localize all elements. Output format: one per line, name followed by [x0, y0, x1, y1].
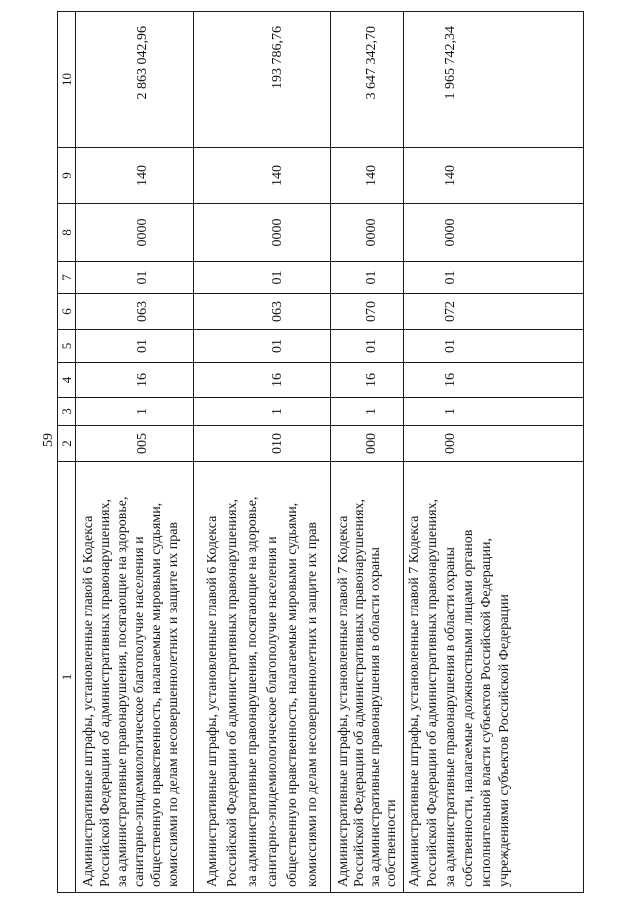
description-line: комиссиями по делам несовершеннолетних и защите их прав	[166, 521, 181, 887]
code-cell-col-5: 01	[194, 330, 331, 363]
code-cell-col-8: 0000	[194, 204, 331, 262]
code-cell-col-3: 1	[331, 398, 404, 426]
table-row	[404, 12, 584, 893]
code-cell-col-7: 01	[404, 262, 584, 294]
column-header-5: 5	[58, 330, 76, 363]
table-row	[194, 12, 331, 893]
description-line: за административные правонарушения, посягающие на здоровье,	[115, 496, 130, 887]
code-cell-col-6: 063	[194, 294, 331, 330]
code-cell-col-9: 140	[331, 148, 404, 204]
column-header-7: 7	[58, 262, 76, 294]
column-header-2: 2	[58, 426, 76, 462]
description-line: общественную нравственность, налагаемые мировыми судьями,	[285, 502, 300, 887]
code-cell-col-7: 01	[76, 262, 194, 294]
code-cell-col-4: 16	[76, 363, 194, 398]
code-cell-col-5: 01	[404, 330, 584, 363]
description-cell	[194, 462, 331, 893]
code-cell-col-9: 140	[404, 148, 584, 204]
code-cell-col-7: 01	[331, 262, 404, 294]
description-line: Российской Федерации об административных правонарушениях,	[425, 498, 440, 887]
column-header-1: 1	[58, 462, 76, 893]
description-line: учреждениями субъектов Российской Федерации	[497, 594, 512, 887]
amount-cell: 193 786,76	[194, 12, 331, 148]
amount-cell: 2 863 042,96	[76, 12, 194, 148]
code-cell-col-6: 070	[331, 294, 404, 330]
description-line: общественную нравственность, налагаемые мировыми судьями,	[149, 502, 164, 887]
page-number: 59	[41, 433, 56, 447]
column-header-8: 8	[58, 204, 76, 262]
table-row	[76, 12, 194, 893]
code-cell-col-8: 0000	[331, 204, 404, 262]
amount-cell: 1 965 742,34	[404, 12, 584, 148]
description-line: за административные правонарушения в области охраны	[443, 547, 458, 887]
code-cell-col-4: 16	[194, 363, 331, 398]
code-cell-col-5: 01	[331, 330, 404, 363]
code-cell-col-8: 0000	[404, 204, 584, 262]
description-line: исполнительной власти субъектов Российской Федерации,	[479, 538, 494, 887]
column-header-9: 9	[58, 148, 76, 204]
description-cell	[76, 462, 194, 893]
code-cell-col-4: 16	[331, 363, 404, 398]
code-cell-col-3: 1	[194, 398, 331, 426]
description-cell	[404, 462, 584, 893]
code-cell-col-3: 1	[76, 398, 194, 426]
description-line: Российской Федерации об административных правонарушениях,	[352, 498, 367, 887]
description-line: Административные штрафы, установленные главой 6 Кодекса	[205, 515, 220, 887]
code-cell-col-3: 1	[404, 398, 584, 426]
description-line: собственности, налагаемые должностными лицами органов	[461, 529, 476, 887]
code-cell-col-9: 140	[76, 148, 194, 204]
code-cell-col-4: 16	[404, 363, 584, 398]
code-cell-col-8: 0000	[76, 204, 194, 262]
code-cell-col-5: 01	[76, 330, 194, 363]
description-line: Административные штрафы, установленные главой 7 Кодекса	[407, 515, 422, 887]
code-cell-col-2: 010	[194, 426, 331, 462]
code-cell-col-2: 000	[404, 426, 584, 462]
code-cell-col-6: 072	[404, 294, 584, 330]
description-line: собственности	[384, 799, 399, 887]
code-cell-col-6: 063	[76, 294, 194, 330]
code-cell-col-2: 005	[76, 426, 194, 462]
description-line: Российской Федерации об административных правонарушениях,	[98, 498, 113, 887]
column-header-4: 4	[58, 363, 76, 398]
description-line: Российской Федерации об административных правонарушениях,	[225, 498, 240, 887]
description-line: санитарно-эпидемиологическое благополучие населения и	[132, 536, 147, 887]
code-cell-col-7: 01	[194, 262, 331, 294]
column-number-row	[58, 12, 76, 893]
description-line: за административные правонарушения, посягающие на здоровье,	[245, 496, 260, 887]
description-line: комиссиями по делам несовершеннолетних и защите их прав	[305, 521, 320, 887]
table-row	[331, 12, 404, 893]
budget-table	[57, 11, 584, 893]
column-header-6: 6	[58, 294, 76, 330]
column-header-3: 3	[58, 398, 76, 426]
description-line: санитарно-эпидемиологическое благополучие населения и	[265, 536, 280, 887]
description-cell	[331, 462, 404, 893]
code-cell-col-9: 140	[194, 148, 331, 204]
code-cell-col-2: 000	[331, 426, 404, 462]
amount-cell: 3 647 342,70	[331, 12, 404, 148]
rotated-table-wrapper	[57, 12, 583, 893]
description-line: Административные штрафы, установленные главой 7 Кодекса	[336, 515, 351, 887]
description-line: за административные правонарушения в области охраны	[368, 547, 383, 887]
description-line: Административные штрафы, установленные главой 6 Кодекса	[81, 515, 96, 887]
column-header-10: 10	[58, 12, 76, 148]
